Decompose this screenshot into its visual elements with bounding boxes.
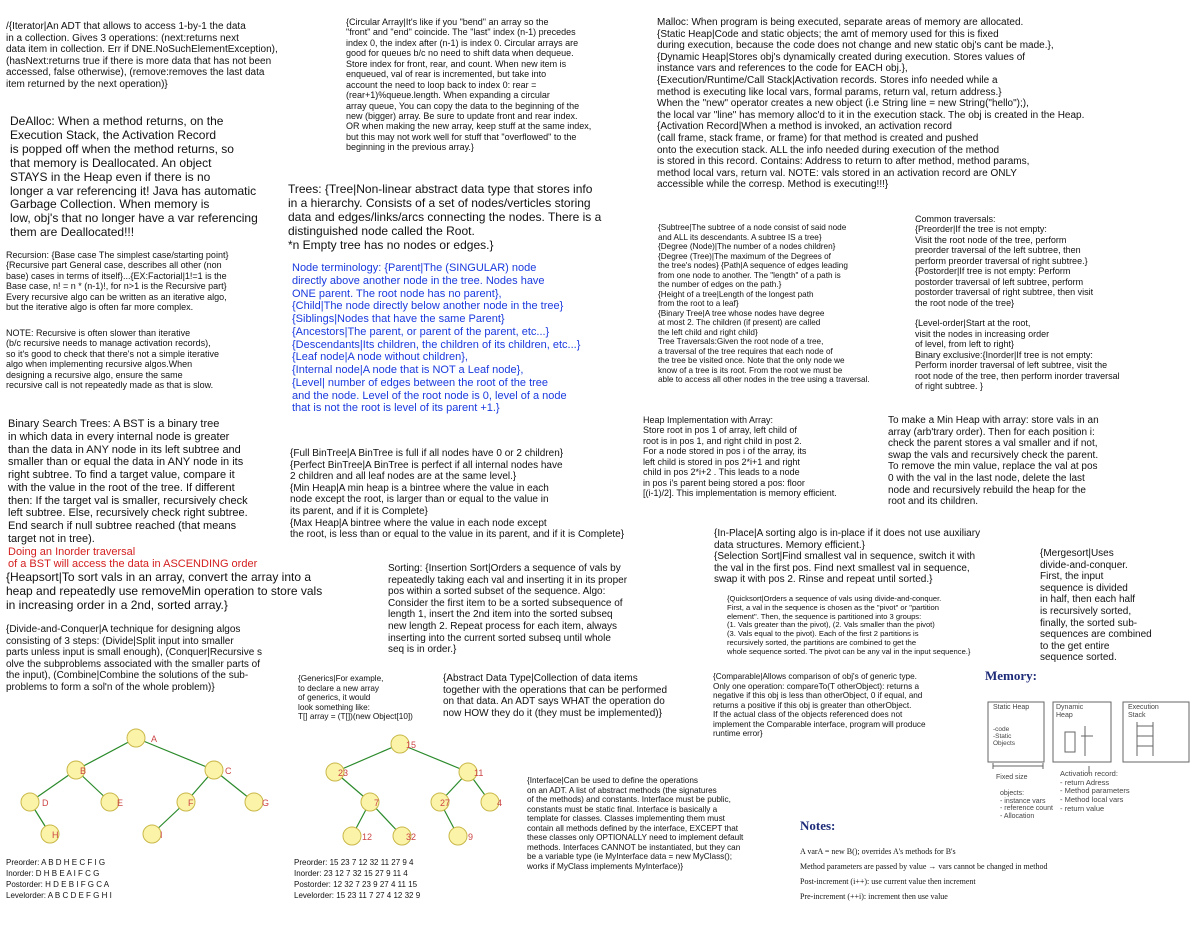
stack-frames <box>1137 722 1153 756</box>
note-line: Post-increment (i++): use current value then increment <box>800 877 976 886</box>
heap-object-rect <box>1065 732 1075 752</box>
tree1-label-i: I <box>160 830 163 840</box>
divide-conquer-section <box>6 624 301 694</box>
heapsort-section <box>6 571 386 613</box>
insertion-sort-text: Sorting: {Insertion Sort|Orders a sequence of vals by repeatedly taking each val and inserting it in its proper pos within a sorted subset of the sequence. Algo: Consider the first item to be a sorted subsequence of length 1, insert the 2nd item into the sorted subseq new length 2. Repeat process for each item, always inserting into the current sorted subseq until whole seq is in order.} <box>388 563 628 656</box>
tree2-label-32: 32 <box>406 832 417 842</box>
subtree-text: {Subtree|The subtree of a node consist of said node and ALL its descendants. A subtree IS a tree} {Degree (Node)|The number of a nodes children} {Degree (Tree)|The maximum of the Degrees of the tree's nodes} {Path|A sequence of edges leading from one node to another. The "length" of a path is the number of edges on the path.} {Height of a tree|Length of the longest path from the root to a leaf} {Binary Tree|A tree whose nodes have degree at most 2. The children (if present) are called the left child and right child} Tree Traversals:Given the root node of a tree, a traversal of the tree requires that each node of the tree be visited once. Note that the only node we know of a tree is its root. From the root we must be able to access all other nodes in the tree using a traversal. <box>658 223 870 385</box>
recursion-section <box>6 250 291 313</box>
tree2-node-9 <box>449 827 467 845</box>
malloc-text: Malloc: When program is being executed, separate areas of memory are allocated. {Static Heap|Code and static objects; the amt of memory used for this is fixed during execution, because the code does not change and new static obj's cant be made.}, {Dynamic Heap|Stores obj's dynamically created during execution. Stores values of instance vars and references to the code for EACH obj.}, {Execution/Runtime/Call Stack|Activation records. Stores info needed while a method is executing like local vars, formal params, return val, return address.} When the "new" operator creates a new object (i.e String line = new String("hello");), the local var "line" has memory alloc'd to it in the execution stack. The obj is created in the Heap. {Activation Record|When a method is invoked, an activation record (call frame, stack frame, or frame) for that method is created and pushed onto the execution stack. ALL the info needed during execution of the method is stored in this record. Contains: Address to return to after method, method params, method local vars, return val. NOTE: vals stored in an activation record are ONLY accessible while the corresp. Method is executing!!!} <box>657 17 1085 191</box>
static-heap-label: Static Heap <box>993 704 1030 711</box>
tree1-label-c: C <box>225 766 232 776</box>
generics-text: {Generics|For example, to declare a new array of generics, it would look something like: T[] array = (T[])(new Object[10]) <box>298 674 413 722</box>
comparable-section <box>713 672 983 739</box>
tree1-label-f: F <box>188 798 194 808</box>
activation-label: Activation record: - return Adress - Method parameters - Method local vars - return value <box>1060 769 1130 813</box>
iterator-section <box>6 21 336 91</box>
adt-section <box>443 673 711 719</box>
tree2-diagram <box>290 732 530 850</box>
quicksort-section <box>727 595 1032 657</box>
dynamic-heap-label: Dynamic Heap <box>1056 704 1084 719</box>
tree1-label-b: B <box>80 766 87 776</box>
bintree-heap-text: {Full BinTree|A BinTree is full if all nodes have 0 or 2 children} {Perfect BinTree|A BinTree is perfect if all internal nodes have 2 children and all leaf nodes are at the same level.} {Min Heap|A min heap is a bintree where the value in each node except the root, is larger than or equal to the value in its parent, and if it is Complete} {Max Heap|A bintree where the value in each node except the root, is less than or equal to the value in its parent, and if it is Complete} <box>290 448 625 541</box>
heap-pointer-line <box>1081 726 1093 756</box>
node-terminology-section <box>292 262 652 415</box>
circular-array-section <box>346 17 646 153</box>
trees-section <box>288 183 653 253</box>
heap-array-section <box>643 415 888 499</box>
tree1-inorder: Inorder: D H B E A I F C G <box>6 869 100 878</box>
dealloc-text: DeAlloc: When a method returns, on the Execution Stack, the Activation Record is popped off when the method returns, so that memory is Deallocated. An object STAYS in the Heap even if there is no longer a var referencing it! Java has automatic Garbage Collection. When memory is low, obj's that no longer have a var referencing them are Deallocated!!! <box>10 114 258 240</box>
note-line: Method parameters are passed by value → vars cannot be changed in method <box>800 862 1048 871</box>
recursion-note-text: NOTE: Recursive is often slower than iterative (b/c recursive needs to manage activation records), so it's good to check that there's not a simple iterative algo when implementing recursive algos.When designing a recursive algo, ensure the same recursive call is not repeatedly made as that is slow. <box>6 328 220 391</box>
divide-conquer-text: {Divide-and-Conquer|A technique for designing algos consisting of 3 steps: (Divide|Split input into smaller parts unless input is small enough), (Conquer|Recursive s olve the subproblems associated with the smaller parts of the input), (Combine|Combine the solutions of the sub- problems to form a sol'n of the whole problem)} <box>6 624 263 693</box>
tree2-label-27: 27 <box>440 798 451 808</box>
tree1-node-c <box>205 761 223 779</box>
tree2-label-12: 12 <box>362 832 373 842</box>
tree2-traversals <box>294 857 420 901</box>
min-heap-array-section <box>888 415 1198 508</box>
notes-list <box>800 844 1047 904</box>
tree2-label-4: 4 <box>497 798 503 808</box>
recursion-text: Recursion: {Base case The simplest case/starting point} {Recursive part General case, describes all other (non base) cases in terms of itself}...{EX:Factorial|1!=1 is the Base case, n! = n * (n-1)!, for n>1 is the Recursive part} Every recursive algo can be written as an iterative algo, but the iterative algo is often far more complex. <box>6 250 229 313</box>
tree1-traversals <box>6 857 112 901</box>
tree1-diagram <box>0 724 290 852</box>
inplace-selection-section <box>714 528 1039 586</box>
trees-text: Trees: {Tree|Non-linear abstract data type that stores info in a hierarchy. Consists of a set of nodes/verticles storing data and edges/links/arcs connecting the nodes. There is a distinguished node called the Root. *n Empty tree has no nodes or edges.} <box>288 182 602 252</box>
mergesort-section <box>1040 548 1198 664</box>
generics-section <box>298 674 433 722</box>
tree1-preorder: Preorder: A B D H E C F I G <box>6 858 106 867</box>
bst-section <box>8 418 298 571</box>
tree1-node-d <box>21 793 39 811</box>
fixed-size-marker <box>993 763 1043 769</box>
tree2-label-23: 23 <box>338 768 349 778</box>
tree1-label-e: E <box>117 798 124 808</box>
min-heap-array-text: To make a Min Heap with array: store vals in an array (arb'trary order). Then for each position i: check the parent stores a val smaller and if not, swap the vals and recursively check the parent. To remove the min value, replace the val at pos 0 with the val in the last node, delete the last node and recursively rebuild the heap for the root and its children. <box>888 415 1099 508</box>
tree2-label-9: 9 <box>468 832 474 842</box>
comparable-text: {Comparable|Allows comparison of obj's of generic type. Only one operation: compareTo(T otherObject): returns a negative if this obj is less than otherObject, 0 if equal, and returns a positive if this obj is greater than otherObject. If the actual class of the objects referenced does not implement the Comparable interface, program will produce runtime error} <box>713 672 926 739</box>
tree1-label-g: G <box>262 798 270 808</box>
tree2-levelorder: Levelorder: 15 23 11 7 27 4 12 32 9 <box>294 891 421 900</box>
adt-text: {Abstract Data Type|Collection of data items together with the operations that can be performed on that data. An ADT says WHAT the operation do now HOW they do it (they must be implemented)} <box>443 673 668 719</box>
tree2-node-12 <box>343 827 361 845</box>
note-line: A varA = new B(); overrides A's methods for B's <box>800 847 956 856</box>
objects-label: objects: - instance vars - reference count - Allocation <box>1000 790 1053 821</box>
heap-array-text: Heap Implementation with Array: Store root in pos 1 of array, left child of root is in pos 1, and right child in post 2. For a node stored in pos i of the array, its left child is stored in pos 2*i+1 and right child in pos 2*i+2 . This leads to a node in pos i's parent being stored a pos: floor [(i-1)/2]. This implementation is memory efficient. <box>643 415 837 499</box>
execution-stack-label: Execution Stack <box>1128 704 1159 719</box>
tree1-label-d: D <box>42 798 49 808</box>
tree2-preorder: Preorder: 15 23 7 12 32 11 27 9 4 <box>294 858 414 867</box>
static-items-label: -code -Static Objects <box>993 726 1016 748</box>
mergesort-text: {Mergesort|Uses divide-and-conquer. First, the input sequence is divided in half, then each half is recursively sorted, finally, the sorted sub- sequences are combined to the get entire sequence sorted. <box>1040 548 1152 664</box>
node-terminology-text: Node terminology: {Parent|The (SINGULAR) node directly above another node in the tree. Nodes have ONE parent. The root node has no parent}, {Child|The node directly below another node in the tree} {Siblings|Nodes that have the same Parent} {Ancestors|The parent, or parent of the parent, etc...} {Descendants|Its children, the children of its children, etc...} {Leaf node|A node without children}, {Internal node|A node that is NOT a Leaf node}, {Level| number of edges between the root of the tree and the node. Level of the root node is 0, level of a node that is not the root is level of its parent +1.} <box>292 262 581 415</box>
recursion-note <box>6 328 291 391</box>
bst-text: Binary Search Trees: A BST is a binary tree in which data in every internal node is greater than the data in ANY node in its left subtree and smaller than or equal the data in ANY node in its right subtree. To find a target value, compare it with the value in the root of the tree. If different then: If the target val is smaller, recursively check left subtree. Else, recursively check right subtree. End search if null subtree reached (that means target not in tree). <box>8 418 248 545</box>
tree1-node-i <box>143 825 161 843</box>
tree1-levelorder: Levelorder: A B C D E F G H I <box>6 891 112 900</box>
tree1-node-g <box>245 793 263 811</box>
note-line: Pre-increment (++i): increment then use value <box>800 892 948 901</box>
bst-inorder-note: Doing an Inorder traversal of a BST will access the data in ASCENDING order <box>8 545 258 571</box>
tree1-label-h: H <box>52 830 59 840</box>
interface-text: {Interface|Can be used to define the operations on an ADT. A list of abstract methods (the signatures of the methods) and constants. Interface must be public, constants must be static final. Interface is basically a template for classes. Classes implementing them must contain all methods defined by the interface, EXCEPT that these classes only OPTIONALLY need to implement default methods. Interfaces CANNOT be instantiated, but they can be a variable type (ie MyInterface data = new MyClass(); works if MyClass implements MyInterface)} <box>527 776 744 871</box>
notes-title: Notes: <box>800 818 836 833</box>
quicksort-text: {Quicksort|Orders a sequence of vals using divide-and-conquer. First, a val in the sequence is chosen as the "pivot" or "partition element". Then, the sequence is partitioned into 3 groups: (1. Vals greater than the pivot), (2. Vals smaller than the pivot) (3. Vals equal to the pivot). Each of the first 2 partitions is recursively sorted, the partitions are combined to get the whole sequence sorted. The pivot can be any val in the input sequence.} <box>727 594 971 656</box>
tree1-node-a <box>127 729 145 747</box>
fixed-size-label: Fixed size <box>996 774 1028 781</box>
inplace-selection-text: {In-Place|A sorting algo is in-place if it does not use auxiliary data structures. Memory efficient.} {Selection Sort|Find smallest val in sequence, switch it with the val in the first pos. Find next smallest val in sequence, swap it with pos 2. Rinse and repeat until sorted.} <box>714 528 981 586</box>
iterator-text: /{Iterator|An ADT that allows to access 1-by-1 the data in a collection. Gives 3 operations: (next:returns next data item in collection. Err if DNE.NoSuchElementException), (hasNext:returns true if there is more data that has not been accessed, false otherwise), (remove:removes the last data item returned by the next operation)} <box>6 21 278 90</box>
memory-title: Memory: <box>985 668 1037 683</box>
tree2-label-7: 7 <box>374 798 380 808</box>
tree1-label-a: A <box>151 734 158 744</box>
common-traversals-section <box>915 214 1195 391</box>
tree2-inorder: Inorder: 23 12 7 32 15 27 9 11 4 <box>294 869 408 878</box>
insertion-sort-section <box>388 563 703 656</box>
dealloc-section <box>10 115 290 240</box>
heapsort-text: {Heapsort|To sort vals in an array, convert the array into a heap and repeatedly use removeMin operation to store vals in increasing order in a 2nd, sorted array.} <box>6 570 323 612</box>
circular-array-text: {Circular Array|It's like if you "bend" an array so the "front" and "end" coincide. The "last" index (n-1) precedes index 0, the index after (n-1) is index 0. Circular arrays are good for queues b/c no need to shift data when dequeue. Store index for front, rear, and count. When new item is enqueued, val of rear is incremented, but take into account the need to loop back to index 0: rear = (rear+1)%queue.length. When expanding a circular array queue, You can copy the data to the beginning of the new (bigger) array. Be sure to update front and rear index. OR when making the new array, keep stuff at the same index, but this may not work well for stuff that "overflowed" to the beginning in the previous array.} <box>346 17 592 153</box>
subtree-section <box>658 223 913 385</box>
interface-section <box>527 776 792 871</box>
malloc-section <box>657 17 1127 191</box>
common-traversals-text: Common traversals: {Preorder|If the tree is not empty: Visit the root node of the tree, perform preorder traversal of the left subtree, then perform preorder traversal of right subtree.} {Postorder|If tree is not empty: Perform postorder traversal of left subtree, perform postorder traversal of right subtree, then visit the root node of the tree} {Level-order|Start at the root, visit the nodes in increasing order of level, from left to right} Binary exclusive:{Inorder|If tree is not empty: Perform inorder traversal of left subtree, visit the root node of the tree, then perform inorder traversal of right subtree. } <box>915 214 1120 391</box>
tree2-label-11: 11 <box>474 768 484 778</box>
tree2-label-15: 15 <box>406 740 417 750</box>
tree1-postorder: Postorder: H D E B I F G C A <box>6 880 110 889</box>
tree2-postorder: Postorder: 12 32 7 23 9 27 4 11 15 <box>294 880 418 889</box>
